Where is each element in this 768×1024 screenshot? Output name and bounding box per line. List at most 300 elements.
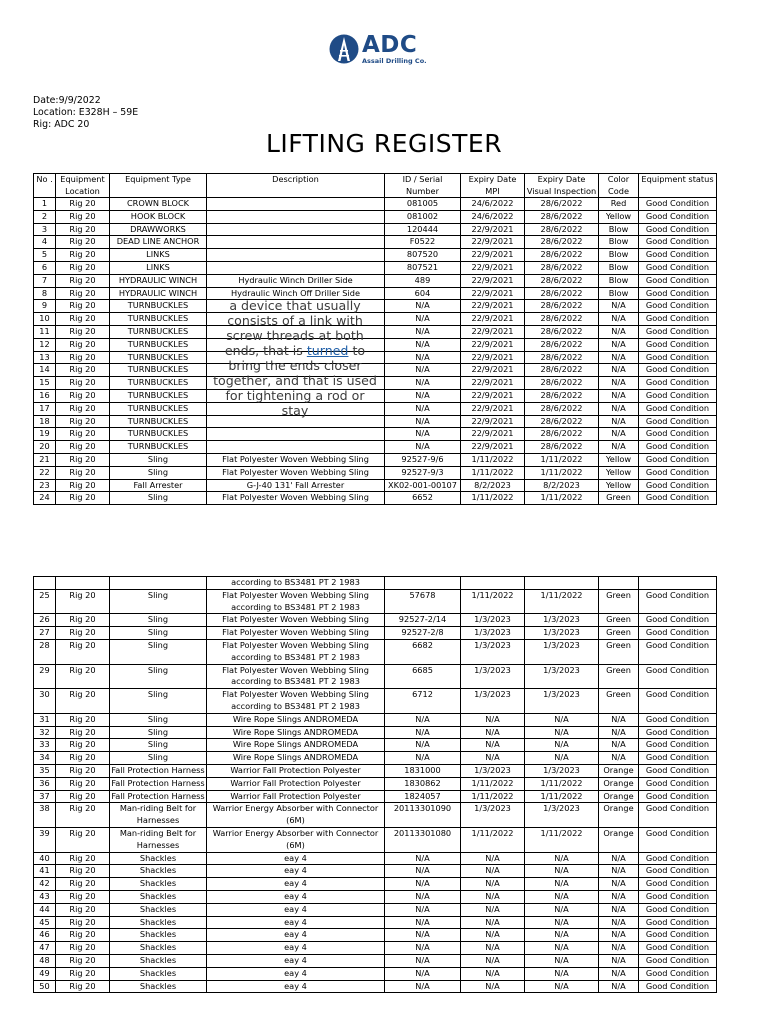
location-cell: Rig 20: [56, 865, 110, 878]
no-cell: 26: [34, 614, 56, 627]
mpi-cell: 22/9/2021: [461, 441, 525, 454]
mpi-cell: 8/2/2023: [461, 479, 525, 492]
status-cell: Good Condition: [639, 664, 717, 689]
mpi-cell: 1/3/2023: [461, 664, 525, 689]
no-cell: 50: [34, 980, 56, 993]
location-cell: Rig 20: [56, 827, 110, 852]
type-cell: Man-riding Belt for Harnesses: [110, 803, 207, 828]
serial-cell: N/A: [385, 325, 461, 338]
serial-cell: N/A: [385, 402, 461, 415]
location-cell: Rig 20: [56, 441, 110, 454]
description-cell: Flat Polyester Woven Webbing Sling according to BS3481 PT 2 1983: [207, 689, 385, 714]
no-cell: 18: [34, 415, 56, 428]
visual-cell: 1/11/2022: [525, 827, 599, 852]
visual-cell: 28/6/2022: [525, 249, 599, 262]
table-row: [34, 261, 717, 274]
description-cell: [207, 198, 385, 211]
description-cell: eay 4: [207, 890, 385, 903]
serial-cell: N/A: [385, 377, 461, 390]
status-cell: Good Condition: [639, 890, 717, 903]
location-cell: Rig 20: [56, 287, 110, 300]
status-cell: Good Condition: [639, 441, 717, 454]
serial-cell: 807521: [385, 261, 461, 274]
location-cell: Rig 20: [56, 664, 110, 689]
serial-cell: N/A: [385, 967, 461, 980]
no-cell: 12: [34, 338, 56, 351]
serial-cell: 489: [385, 274, 461, 287]
status-cell: Good Condition: [639, 790, 717, 803]
visual-cell: 1/11/2022: [525, 492, 599, 505]
status-cell: Good Condition: [639, 389, 717, 402]
location-cell: Rig 20: [56, 803, 110, 828]
location-cell: Rig 20: [56, 916, 110, 929]
visual-cell: 28/6/2022: [525, 428, 599, 441]
location-cell: Rig 20: [56, 764, 110, 777]
serial-cell: N/A: [385, 980, 461, 993]
description-cell: Warrior Fall Protection Polyester: [207, 764, 385, 777]
description-cell: [207, 236, 385, 249]
type-cell: Sling: [110, 589, 207, 614]
mpi-cell: 22/9/2021: [461, 325, 525, 338]
color-cell: Green: [599, 689, 639, 714]
no-cell: 36: [34, 777, 56, 790]
mpi-cell: N/A: [461, 929, 525, 942]
no-cell: 14: [34, 364, 56, 377]
no-cell: 2: [34, 210, 56, 223]
visual-cell: 28/6/2022: [525, 261, 599, 274]
mpi-cell: 22/9/2021: [461, 313, 525, 326]
type-cell: Sling: [110, 639, 207, 664]
serial-cell: 92527-9/6: [385, 453, 461, 466]
visual-cell: N/A: [525, 739, 599, 752]
mpi-cell: N/A: [461, 890, 525, 903]
type-cell: TURNBUCKLES: [110, 325, 207, 338]
location-cell: Rig 20: [56, 777, 110, 790]
color-cell: N/A: [599, 942, 639, 955]
type-cell: TURNBUCKLES: [110, 300, 207, 313]
serial-cell: N/A: [385, 389, 461, 402]
serial-cell: N/A: [385, 415, 461, 428]
status-cell: Good Condition: [639, 929, 717, 942]
status-cell: Good Condition: [639, 338, 717, 351]
description-cell: [207, 428, 385, 441]
mpi-cell: 1/3/2023: [461, 764, 525, 777]
mpi-cell: N/A: [461, 954, 525, 967]
table-row: [34, 752, 717, 765]
table-row: [34, 453, 717, 466]
type-cell: TURNBUCKLES: [110, 402, 207, 415]
mpi-cell: 22/9/2021: [461, 428, 525, 441]
status-cell: Good Condition: [639, 852, 717, 865]
date-line: Date:9/9/2022: [33, 95, 101, 106]
status-cell: Good Condition: [639, 639, 717, 664]
no-cell: 5: [34, 249, 56, 262]
no-cell: 49: [34, 967, 56, 980]
description-cell: eay 4: [207, 903, 385, 916]
mpi-cell: N/A: [461, 942, 525, 955]
no-cell: 32: [34, 726, 56, 739]
col-header-no: No .: [34, 174, 56, 198]
color-cell: N/A: [599, 402, 639, 415]
visual-cell: 28/6/2022: [525, 364, 599, 377]
mpi-cell: 24/6/2022: [461, 198, 525, 211]
location-cell: Rig 20: [56, 300, 110, 313]
serial-cell: N/A: [385, 916, 461, 929]
type-cell: LINKS: [110, 249, 207, 262]
col-header-serial: ID / Serial Number: [385, 174, 461, 198]
serial-cell: 6682: [385, 639, 461, 664]
description-cell: Flat Polyester Woven Webbing Sling: [207, 466, 385, 479]
mpi-cell: 1/3/2023: [461, 803, 525, 828]
location-cell: Rig 20: [56, 852, 110, 865]
table-header-row: [34, 174, 717, 198]
location-cell: Rig 20: [56, 198, 110, 211]
table-row: [34, 614, 717, 627]
visual-cell: N/A: [525, 980, 599, 993]
type-cell: Sling: [110, 689, 207, 714]
location-cell: Rig 20: [56, 249, 110, 262]
mpi-cell: N/A: [461, 903, 525, 916]
mpi-cell: N/A: [461, 980, 525, 993]
location-cell: Rig 20: [56, 614, 110, 627]
serial-cell: 6652: [385, 492, 461, 505]
location-cell: Rig 20: [56, 428, 110, 441]
description-cell: [207, 441, 385, 454]
color-cell: N/A: [599, 916, 639, 929]
color-cell: N/A: [599, 739, 639, 752]
status-cell: Good Condition: [639, 300, 717, 313]
description-cell: eay 4: [207, 865, 385, 878]
type-cell: TURNBUCKLES: [110, 351, 207, 364]
visual-cell: 28/6/2022: [525, 223, 599, 236]
mpi-cell: N/A: [461, 726, 525, 739]
serial-cell: 92527-2/8: [385, 627, 461, 640]
description-cell: eay 4: [207, 852, 385, 865]
color-cell: Yellow: [599, 479, 639, 492]
visual-cell: 1/11/2022: [525, 589, 599, 614]
visual-cell: 28/6/2022: [525, 236, 599, 249]
table-row: [34, 466, 717, 479]
no-cell: 47: [34, 942, 56, 955]
color-cell: N/A: [599, 338, 639, 351]
color-cell: N/A: [599, 890, 639, 903]
color-cell: N/A: [599, 389, 639, 402]
table-row: [34, 441, 717, 454]
visual-cell: 1/3/2023: [525, 639, 599, 664]
col-header-visual: Expiry Date Visual Inspection: [525, 174, 599, 198]
no-cell: 40: [34, 852, 56, 865]
type-cell: Sling: [110, 466, 207, 479]
no-cell: 19: [34, 428, 56, 441]
color-cell: Blow: [599, 261, 639, 274]
type-cell: DEAD LINE ANCHOR: [110, 236, 207, 249]
status-cell: Good Condition: [639, 453, 717, 466]
col-header-location: Equipment Location: [56, 174, 110, 198]
status-cell: Good Condition: [639, 249, 717, 262]
status-cell: Good Condition: [639, 223, 717, 236]
description-cell: eay 4: [207, 929, 385, 942]
serial-cell: 20113301080: [385, 827, 461, 852]
table-row: [34, 916, 717, 929]
type-cell: Shackles: [110, 967, 207, 980]
mpi-cell: 22/9/2021: [461, 249, 525, 262]
location-cell: Rig 20: [56, 589, 110, 614]
table-row: [34, 274, 717, 287]
serial-cell: 120444: [385, 223, 461, 236]
col-header-status: Equipment status: [639, 174, 717, 198]
color-cell: Yellow: [599, 210, 639, 223]
location-cell: Rig 20: [56, 929, 110, 942]
serial-cell: N/A: [385, 338, 461, 351]
mpi-cell: 22/9/2021: [461, 389, 525, 402]
description-cell: eay 4: [207, 916, 385, 929]
serial-cell: 92527-2/14: [385, 614, 461, 627]
location-cell: Rig 20: [56, 967, 110, 980]
status-cell: Good Condition: [639, 954, 717, 967]
description-cell: Warrior Fall Protection Polyester: [207, 790, 385, 803]
no-cell: 42: [34, 878, 56, 891]
mpi-cell: N/A: [461, 865, 525, 878]
location-cell: Rig 20: [56, 878, 110, 891]
description-cell: Flat Polyester Woven Webbing Sling: [207, 614, 385, 627]
mpi-cell: 1/3/2023: [461, 639, 525, 664]
col-header-type: Equipment Type: [110, 174, 207, 198]
location-cell: Rig 20: [56, 639, 110, 664]
status-cell: Good Condition: [639, 364, 717, 377]
serial-cell: N/A: [385, 852, 461, 865]
serial-cell: F0522: [385, 236, 461, 249]
table-row: [34, 689, 717, 714]
no-cell: 29: [34, 664, 56, 689]
type-cell: TURNBUCKLES: [110, 428, 207, 441]
visual-cell: 1/3/2023: [525, 627, 599, 640]
color-cell: N/A: [599, 415, 639, 428]
type-cell: TURNBUCKLES: [110, 338, 207, 351]
table-row: [34, 764, 717, 777]
definition-link-turned[interactable]: turned: [306, 343, 349, 358]
serial-cell: N/A: [385, 313, 461, 326]
color-cell: Orange: [599, 777, 639, 790]
color-cell: Green: [599, 614, 639, 627]
description-cell: Warrior Energy Absorber with Connector (6M): [207, 803, 385, 828]
type-cell: Fall Arrester: [110, 479, 207, 492]
table-row: [34, 492, 717, 505]
mpi-cell: N/A: [461, 878, 525, 891]
location-cell: Rig 20: [56, 377, 110, 390]
table-row: [34, 878, 717, 891]
visual-cell: 28/6/2022: [525, 198, 599, 211]
description-cell: Flat Polyester Woven Webbing Sling: [207, 627, 385, 640]
definition-text-end: to bring the ends closer together, and that is used for tightening a rod or stay: [213, 343, 377, 418]
visual-cell: N/A: [525, 954, 599, 967]
table-row: [34, 198, 717, 211]
visual-cell: 28/6/2022: [525, 415, 599, 428]
serial-cell: N/A: [385, 364, 461, 377]
no-cell: 35: [34, 764, 56, 777]
no-cell: 27: [34, 627, 56, 640]
visual-cell: N/A: [525, 967, 599, 980]
location-cell: Rig 20: [56, 713, 110, 726]
location-line: Location: E328H – 59E: [33, 107, 139, 118]
color-cell: Blow: [599, 236, 639, 249]
location-cell: Rig 20: [56, 903, 110, 916]
location-cell: Rig 20: [56, 627, 110, 640]
mpi-cell: 22/9/2021: [461, 351, 525, 364]
table-row: [34, 639, 717, 664]
status-cell: Good Condition: [639, 210, 717, 223]
description-cell: eay 4: [207, 954, 385, 967]
table-row: [34, 249, 717, 262]
visual-cell: N/A: [525, 929, 599, 942]
color-cell: Green: [599, 589, 639, 614]
mpi-cell: 22/9/2021: [461, 402, 525, 415]
mpi-cell: N/A: [461, 752, 525, 765]
rig-line: Rig: ADC 20: [33, 119, 90, 130]
table-row: [34, 852, 717, 865]
table-row: [34, 236, 717, 249]
no-cell: 1: [34, 198, 56, 211]
mpi-cell: 22/9/2021: [461, 287, 525, 300]
col-header-color: Color Code: [599, 174, 639, 198]
serial-cell: N/A: [385, 942, 461, 955]
description-cell: Flat Polyester Woven Webbing Sling according to BS3481 PT 2 1983: [207, 639, 385, 664]
no-cell: 11: [34, 325, 56, 338]
table-row: [34, 428, 717, 441]
status-cell: Good Condition: [639, 865, 717, 878]
no-cell: 8: [34, 287, 56, 300]
location-cell: Rig 20: [56, 325, 110, 338]
serial-cell: 807520: [385, 249, 461, 262]
color-cell: N/A: [599, 967, 639, 980]
location-cell: Rig 20: [56, 389, 110, 402]
location-cell: Rig 20: [56, 479, 110, 492]
visual-cell: 1/11/2022: [525, 777, 599, 790]
visual-cell: 28/6/2022: [525, 389, 599, 402]
color-cell: N/A: [599, 929, 639, 942]
type-cell: Fall Protection Harness: [110, 790, 207, 803]
color-cell: Yellow: [599, 453, 639, 466]
location-cell: Rig 20: [56, 790, 110, 803]
type-cell: DRAWWORKS: [110, 223, 207, 236]
status-cell: Good Condition: [639, 942, 717, 955]
status-cell: Good Condition: [639, 967, 717, 980]
visual-cell: 8/2/2023: [525, 479, 599, 492]
status-cell: Good Condition: [639, 402, 717, 415]
description-cell: Hydraulic Winch Off Driller Side: [207, 287, 385, 300]
type-cell: Fall Protection Harness: [110, 777, 207, 790]
description-cell: Flat Polyester Woven Webbing Sling: [207, 492, 385, 505]
type-cell: HOOK BLOCK: [110, 210, 207, 223]
visual-cell: N/A: [525, 890, 599, 903]
type-cell: Shackles: [110, 903, 207, 916]
location-cell: Rig 20: [56, 453, 110, 466]
mpi-cell: 24/6/2022: [461, 210, 525, 223]
serial-cell: N/A: [385, 890, 461, 903]
mpi-cell: 22/9/2021: [461, 274, 525, 287]
visual-cell: 1/11/2022: [525, 466, 599, 479]
table-row: [34, 903, 717, 916]
mpi-cell: 22/9/2021: [461, 300, 525, 313]
no-cell: 34: [34, 752, 56, 765]
no-cell: 38: [34, 803, 56, 828]
type-cell: Shackles: [110, 865, 207, 878]
location-cell: Rig 20: [56, 261, 110, 274]
table-row: [34, 210, 717, 223]
serial-cell: N/A: [385, 726, 461, 739]
table-row: [34, 713, 717, 726]
location-cell: Rig 20: [56, 210, 110, 223]
serial-cell: N/A: [385, 878, 461, 891]
color-cell: Red: [599, 198, 639, 211]
table-row: [34, 627, 717, 640]
serial-cell: 081002: [385, 210, 461, 223]
description-cell: Warrior Energy Absorber with Connector (6M): [207, 827, 385, 852]
mpi-cell: 1/11/2022: [461, 492, 525, 505]
type-cell: Shackles: [110, 878, 207, 891]
no-cell: 25: [34, 589, 56, 614]
visual-cell: N/A: [525, 942, 599, 955]
table-row: [34, 929, 717, 942]
type-cell: Shackles: [110, 916, 207, 929]
color-cell: N/A: [599, 313, 639, 326]
status-cell: Good Condition: [639, 261, 717, 274]
visual-cell: 28/6/2022: [525, 287, 599, 300]
mpi-cell: N/A: [461, 713, 525, 726]
description-cell: eay 4: [207, 878, 385, 891]
serial-cell: N/A: [385, 739, 461, 752]
description-cell: Wire Rope Slings ANDROMEDA: [207, 739, 385, 752]
no-cell: 21: [34, 453, 56, 466]
visual-cell: 28/6/2022: [525, 441, 599, 454]
page-title: LIFTING REGISTER: [265, 129, 503, 158]
table-row: [34, 479, 717, 492]
no-cell: 45: [34, 916, 56, 929]
no-cell: 10: [34, 313, 56, 326]
mpi-cell: 1/11/2022: [461, 790, 525, 803]
color-cell: Green: [599, 627, 639, 640]
no-cell: 41: [34, 865, 56, 878]
serial-cell: 1830862: [385, 777, 461, 790]
mpi-cell: 1/3/2023: [461, 689, 525, 714]
type-cell: Sling: [110, 664, 207, 689]
mpi-cell: N/A: [461, 967, 525, 980]
visual-cell: 1/3/2023: [525, 803, 599, 828]
color-cell: N/A: [599, 752, 639, 765]
color-cell: Yellow: [599, 466, 639, 479]
no-cell: 24: [34, 492, 56, 505]
no-cell: 43: [34, 890, 56, 903]
color-cell: N/A: [599, 726, 639, 739]
definition-popup: [213, 298, 377, 418]
visual-cell: 28/6/2022: [525, 351, 599, 364]
color-cell: N/A: [599, 364, 639, 377]
visual-cell: 1/11/2022: [525, 790, 599, 803]
location-cell: Rig 20: [56, 223, 110, 236]
color-cell: Green: [599, 639, 639, 664]
mpi-cell: N/A: [461, 916, 525, 929]
location-cell: Rig 20: [56, 415, 110, 428]
serial-cell: N/A: [385, 441, 461, 454]
location-cell: Rig 20: [56, 492, 110, 505]
serial-cell: N/A: [385, 954, 461, 967]
visual-cell: N/A: [525, 878, 599, 891]
description-cell: Flat Polyester Woven Webbing Sling according to BS3481 PT 2 1983: [207, 664, 385, 689]
mpi-cell: 1/11/2022: [461, 466, 525, 479]
no-cell: 6: [34, 261, 56, 274]
status-cell: Good Condition: [639, 415, 717, 428]
table-row: [34, 726, 717, 739]
mpi-cell: 1/11/2022: [461, 777, 525, 790]
